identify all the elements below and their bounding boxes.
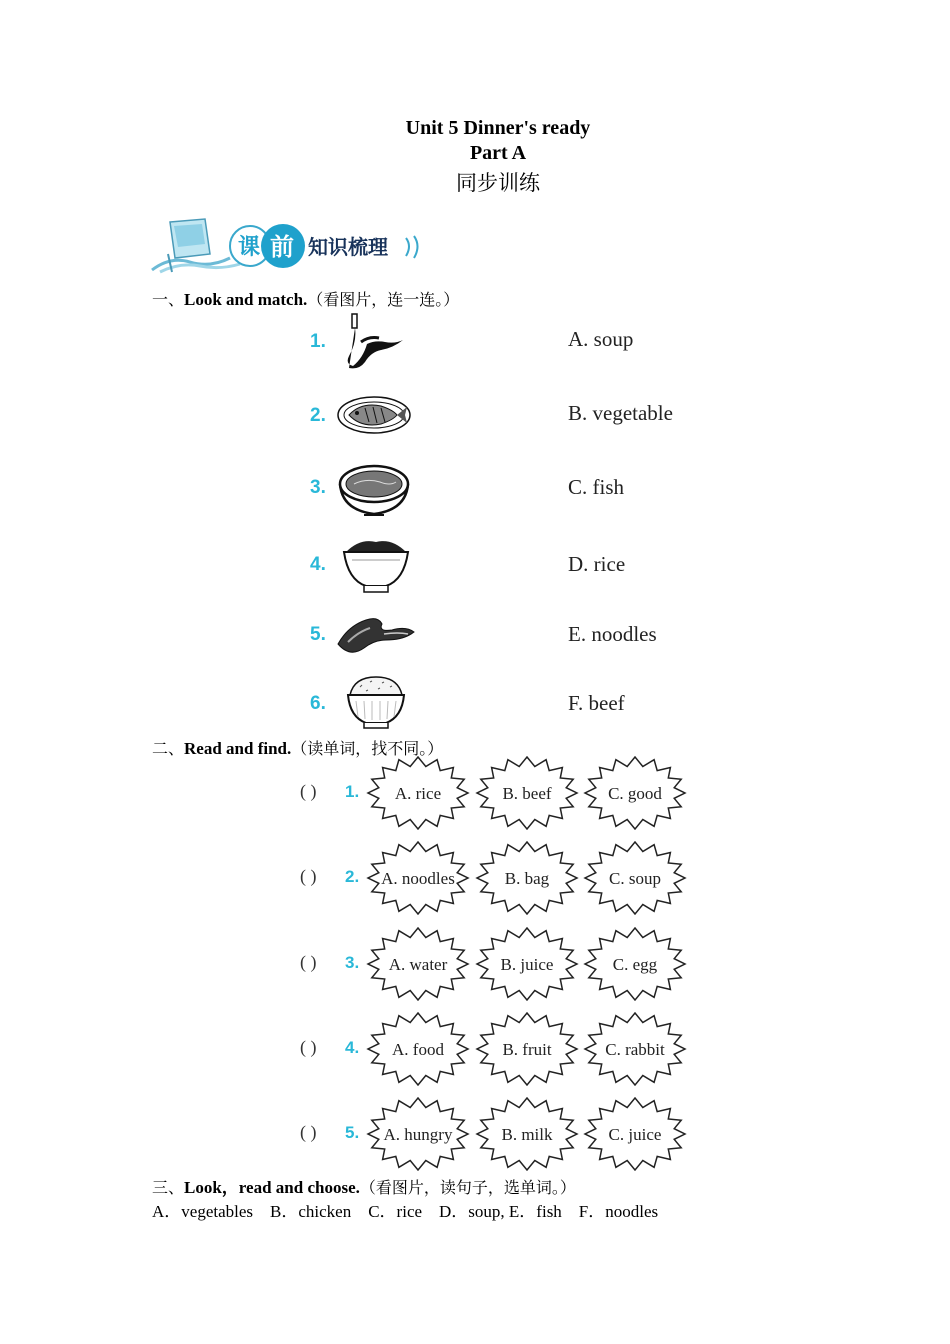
match-option: C. fish	[568, 475, 625, 499]
page-subtitle: 同步训练	[456, 171, 540, 195]
unit-title: Unit 5 Dinner's ready	[405, 117, 591, 139]
burst-word: A. rice	[394, 784, 442, 803]
word-burst	[583, 1097, 687, 1171]
word-burst	[583, 841, 687, 915]
burst-word: B. beef	[502, 784, 552, 803]
match-number: 3.	[310, 477, 326, 498]
section1-title: Look and match.	[184, 290, 308, 309]
answer-blank[interactable]: ( )	[300, 1122, 317, 1142]
word-burst	[475, 1012, 579, 1086]
book-waves-icon	[152, 219, 240, 272]
burst-word: C. good	[608, 784, 662, 803]
word-burst	[475, 756, 579, 830]
word-burst	[366, 841, 470, 915]
burst-word: B. milk	[501, 1125, 553, 1144]
word-choices: A．vegetables B．chicken C．rice D．soup, E．fish F．noodles	[152, 1202, 659, 1221]
question-number: 5.	[345, 1123, 360, 1142]
burst-word: C. juice	[608, 1125, 662, 1144]
vegetable-bowl-icon	[340, 538, 420, 594]
match-option: A. soup	[568, 327, 634, 351]
burst-word: C. rabbit	[605, 1040, 665, 1059]
section3-heading	[152, 1173, 576, 1198]
match-number: 6.	[310, 693, 326, 714]
beef-steak-icon	[334, 610, 414, 666]
burst-word: A. food	[392, 1040, 444, 1059]
part-title: Part A	[469, 142, 527, 164]
question-number: 4.	[345, 1038, 360, 1057]
answer-blank[interactable]: ( )	[300, 952, 317, 972]
match-number: 5.	[310, 624, 326, 645]
word-burst	[583, 1012, 687, 1086]
section1-heading	[152, 287, 459, 310]
match-number: 1.	[310, 331, 326, 352]
word-burst	[583, 756, 687, 830]
burst-word: B. bag	[504, 869, 550, 888]
match-option: F. beef	[568, 691, 625, 715]
match-option: E. noodles	[568, 622, 657, 646]
answer-blank[interactable]: ( )	[300, 781, 317, 801]
word-burst	[366, 756, 470, 830]
section2-title: Read and find.	[184, 739, 292, 758]
section1-instruction: （看图片，连一连。）	[307, 290, 460, 309]
match-number: 4.	[310, 554, 326, 575]
burst-word: A. hungry	[383, 1125, 453, 1144]
question-number: 1.	[345, 782, 360, 801]
soup-bowl-icon	[336, 460, 416, 516]
section3-label: 三、	[152, 1178, 185, 1197]
match-option: B. vegetable	[568, 401, 673, 425]
svg-text:前: 前	[270, 233, 294, 261]
section3-instruction: （看图片，读句子，选单词。）	[359, 1178, 576, 1197]
section3-title: Look，read and choose.	[184, 1178, 360, 1197]
answer-blank[interactable]: ( )	[300, 1037, 317, 1057]
word-burst	[366, 1012, 470, 1086]
svg-text:课: 课	[238, 235, 261, 260]
word-burst	[366, 1097, 470, 1171]
burst-word: A. water	[388, 955, 448, 974]
burst-word: A. noodles	[381, 869, 455, 888]
banner-text: 知识梳理	[308, 235, 388, 259]
word-burst	[475, 841, 579, 915]
fish-plate-icon	[335, 390, 415, 446]
word-burst	[475, 1097, 579, 1171]
word-burst	[366, 927, 470, 1001]
answer-blank[interactable]: ( )	[300, 866, 317, 886]
section-banner	[150, 214, 440, 274]
rice-bowl-icon	[344, 673, 424, 729]
burst-word: B. fruit	[502, 1040, 552, 1059]
question-number: 3.	[345, 953, 360, 972]
section1-label: 一、	[152, 290, 185, 309]
section2-label: 二、	[152, 739, 185, 758]
burst-word: C. egg	[612, 955, 658, 974]
match-number: 2.	[310, 405, 326, 426]
word-burst	[475, 927, 579, 1001]
match-option: D. rice	[568, 552, 626, 576]
burst-word: C. soup	[609, 869, 661, 888]
chili-pepper-icon	[335, 312, 415, 368]
word-burst	[583, 927, 687, 1001]
burst-word: B. juice	[500, 955, 554, 974]
question-number: 2.	[345, 867, 360, 886]
section2-instruction: （读单词，找不同。）	[291, 739, 444, 758]
